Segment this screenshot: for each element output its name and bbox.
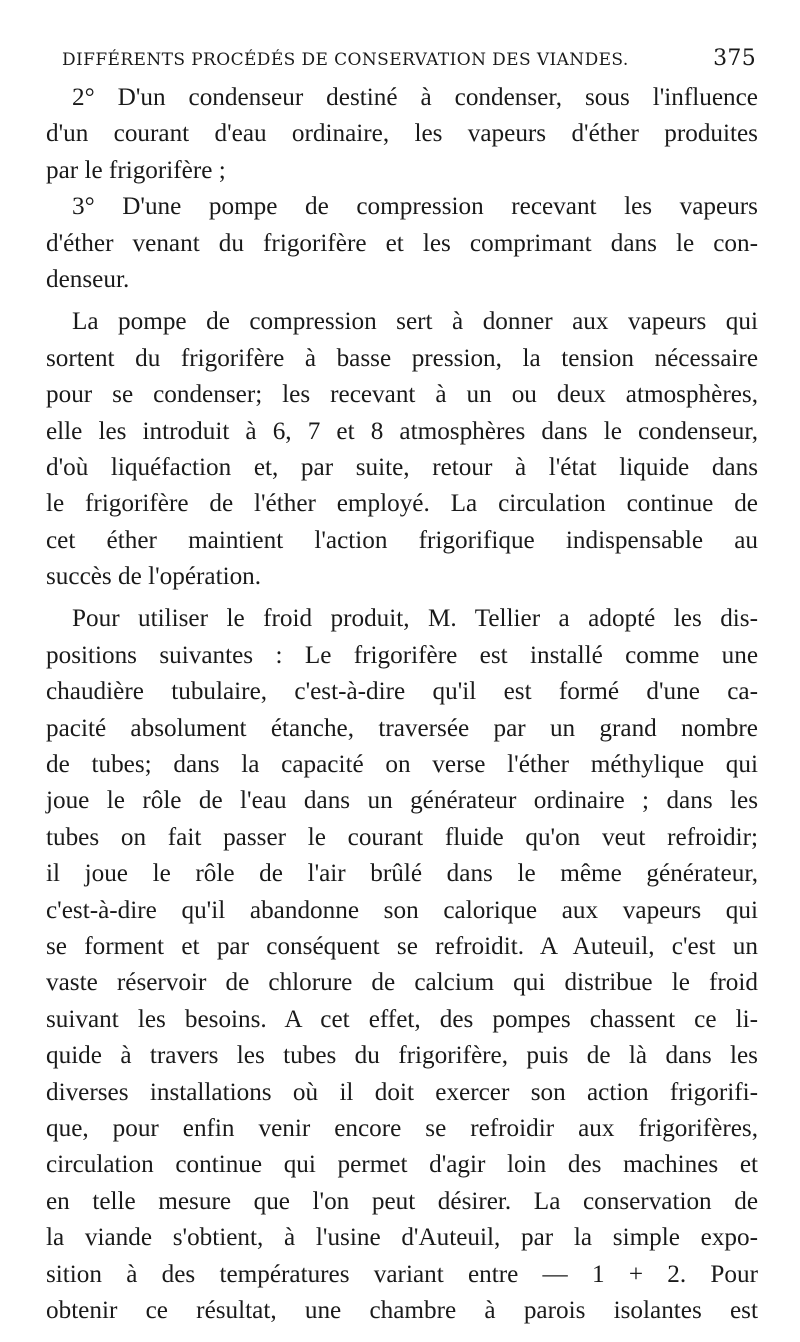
running-head: DIFFÉRENTS PROCÉDÉS DE CONSERVATION DES VIANDES. — [62, 50, 629, 70]
text-line: se forment et par conséquent se refroidit. A Auteuil, c'est un — [46, 932, 758, 960]
text-line: La pompe de compression sert à donner aux vapeurs qui — [72, 308, 758, 336]
text-line: pour se condenser; les recevant à un ou deux atmosphères, — [46, 381, 758, 409]
page-number: 375 — [713, 46, 756, 71]
text-line: Pour utiliser le froid produit, M. Tellier a adopté les dis- — [72, 605, 758, 633]
text-line: 2° D'un condenseur destiné à condenser, sous l'influence — [72, 84, 758, 111]
paragraph — [46, 80, 758, 189]
text-line: cet éther maintient l'action frigorifique indispensable au — [46, 526, 758, 554]
text-line: en telle mesure que l'on peut désirer. La conservation de — [46, 1187, 758, 1215]
text-line: joue le rôle de l'eau dans un générateur ordinaire ; dans les — [46, 787, 758, 815]
text-line: denseur. — [46, 265, 130, 293]
text-line: succès de l'opération. — [46, 563, 262, 591]
text-line: suivant les besoins. A cet effet, des pompes chassent ce li- — [46, 1005, 758, 1033]
text-line: elle les introduit à 6, 7 et 8 atmosphères dans le condenseur, — [46, 417, 758, 445]
text-line: tubes on fait passer le courant fluide qu'on veut refroidir; — [46, 823, 758, 851]
text-line: circulation continue qui permet d'agir loin des machines et — [46, 1151, 758, 1179]
text-line: que, pour enfin venir encore se refroidir aux frigorifères, — [46, 1114, 758, 1142]
text-line: c'est-à-dire qu'il abandonne son calorique aux vapeurs qui — [46, 896, 758, 924]
text-line: d'où liquéfaction et, par suite, retour à l'état liquide dans — [46, 453, 758, 481]
text-line: le frigorifère de l'éther employé. La circulation continue de — [46, 490, 758, 518]
text-line: d'éther venant du frigorifère et les comprimant dans le con- — [46, 229, 758, 257]
text-line: la viande s'obtient, à l'usine d'Auteuil, par la simple expo- — [46, 1224, 758, 1252]
page-header — [62, 42, 756, 78]
text-line: positions suivantes : Le frigorifère est installé comme une — [46, 641, 758, 669]
paragraph — [46, 304, 758, 595]
text-line: 3° D'une pompe de compression recevant les vapeurs — [72, 193, 758, 221]
text-line: obtenir ce résultat, une chambre à parois isolantes est — [46, 1296, 758, 1324]
text-line: d'un courant d'eau ordinaire, les vapeurs d'éther produites — [46, 120, 758, 148]
text-line: chaudière tubulaire, c'est-à-dire qu'il est formé d'une ca- — [46, 678, 758, 706]
paragraph — [46, 189, 758, 298]
text-line: pacité absolument étanche, traversée par un grand nombre — [46, 714, 758, 742]
text-line: quide à travers les tubes du frigorifère, puis de là dans les — [46, 1042, 758, 1070]
text-line: par le frigorifère ; — [46, 156, 226, 184]
text-line: il joue le rôle de l'air brûlé dans le même générateur, — [46, 860, 758, 888]
text-line: vaste réservoir de chlorure de calcium qui distribue le froid — [46, 969, 758, 997]
paragraph — [46, 601, 758, 1329]
body-text — [46, 80, 758, 1329]
text-line: sortent du frigorifère à basse pression, la tension nécessaire — [46, 344, 758, 372]
text-line: diverses installations où il doit exercer son action frigorifi- — [46, 1078, 758, 1106]
text-line: sition à des températures variant entre — 1 + 2. Pour — [46, 1260, 758, 1288]
text-line: de tubes; dans la capacité on verse l'éther méthylique qui — [46, 751, 758, 779]
